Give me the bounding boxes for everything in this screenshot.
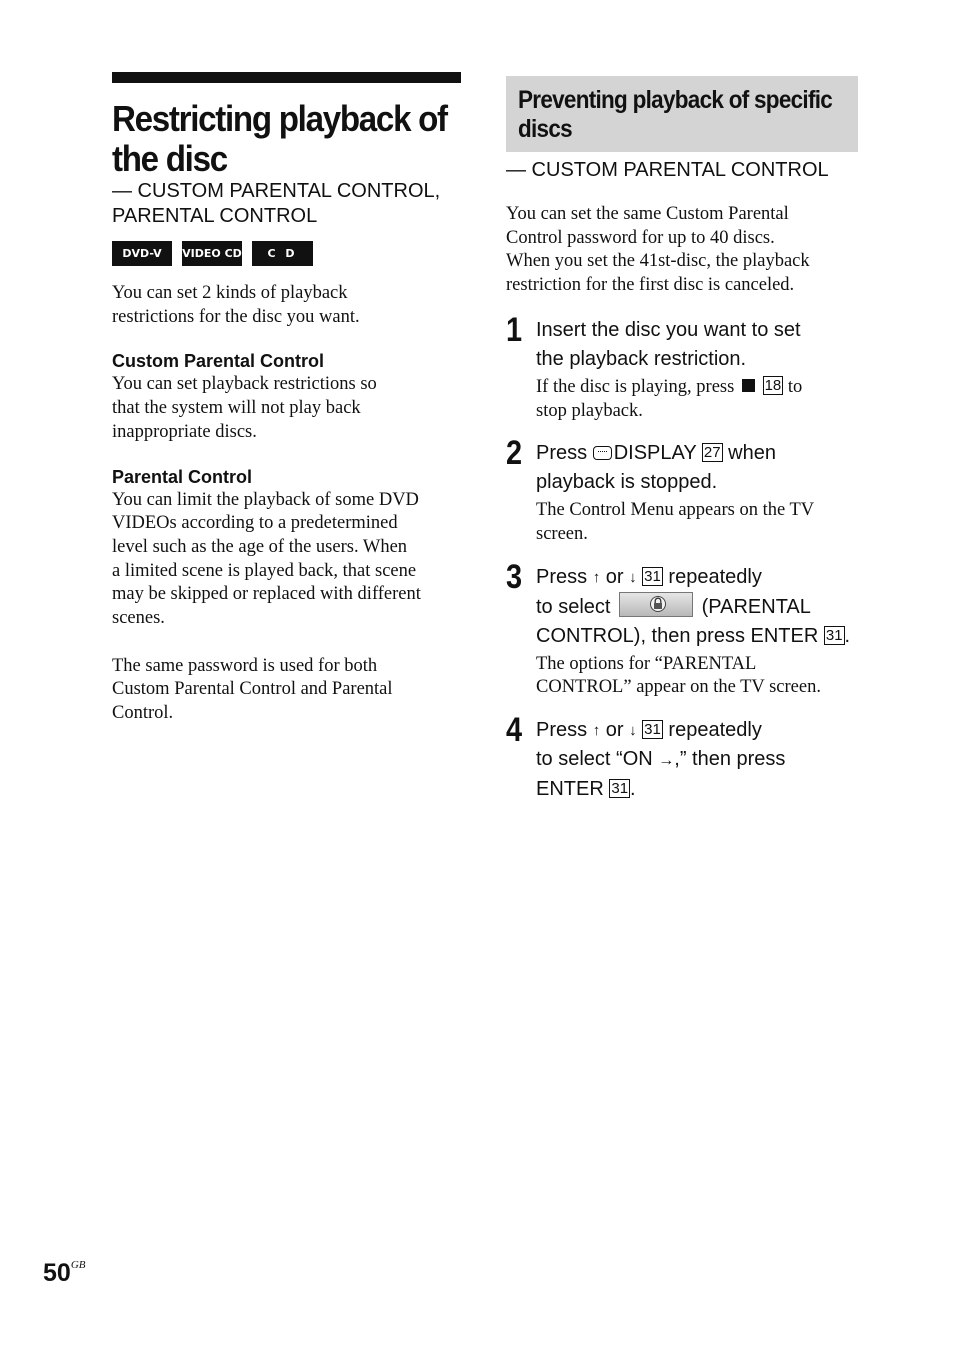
left-column [112, 72, 462, 726]
step-title: Press ↑ or ↓ 31 repeatedly to select (PARENTAL CONTROL), then press ENTER 31 . [536, 563, 858, 651]
step-title: Insert the disc you want to set the playback restriction. [536, 318, 801, 370]
step-1 [506, 310, 858, 423]
ref-number: 27 [703, 444, 721, 462]
step-number: 4 [506, 711, 523, 750]
page-subtitle: — CUSTOM PARENTAL CONTROL, PARENTAL CONTROL [112, 180, 441, 227]
section-heading: Preventing playback of specific discs [506, 76, 858, 152]
step-2 [506, 434, 858, 546]
disc-type-badges [112, 241, 462, 266]
lock-icon [650, 595, 666, 612]
custom-parental-label: Custom Parental Control [112, 351, 325, 372]
section-subtitle: — CUSTOM PARENTAL CONTROL [506, 159, 829, 181]
intro-paragraph: You can set 2 kinds of playback restrictions for the disc you want. [112, 283, 360, 327]
step-3 [506, 557, 858, 700]
step-number: 3 [506, 557, 523, 596]
display-icon [593, 446, 612, 460]
step-number: 1 [506, 310, 523, 349]
ref-number: 18 [764, 376, 782, 394]
right-column [506, 76, 858, 804]
right-arrow-icon: → [658, 752, 675, 770]
up-arrow-icon: ↑ [592, 722, 601, 740]
parental-control-icon [619, 592, 693, 617]
stop-icon [742, 379, 755, 392]
section-rule [112, 72, 461, 83]
step-title: Press DISPLAY 27 when playback is stopped. [536, 442, 776, 494]
ref-number: 31 [611, 780, 629, 798]
up-arrow-icon: ↑ [592, 568, 601, 586]
step-note: If the disc is playing, press 18 to stop playback. [536, 376, 803, 421]
page-title: Restricting playback of the disc [112, 98, 447, 179]
section-intro: You can set the same Custom Parental Control password for up to 40 discs. When you set the 41st-disc, the playback restriction for the first disc is canceled. [506, 204, 810, 296]
parental-control-text: You can limit the playback of some DVD VIDEOs according to a predetermined level such as the age of the users. When a limited scene is played back, that scene may be skipped or replaced with different scenes. [112, 489, 421, 629]
custom-parental-text: You can set playback restrictions so that the system will not play back inappropriate discs. [112, 374, 377, 442]
step-note: The Control Menu appears on the TV screen. [536, 500, 815, 544]
page-number: $50^{GB}$ [43, 1259, 86, 1287]
ref-number: 31 [644, 567, 661, 585]
step-title: Press ↑ or ↓ 31 repeatedly to select “ON →,” then press ENTER 31 . [536, 716, 858, 804]
step-note: The options for “PARENTAL CONTROL” appear on the TV screen. [536, 653, 821, 698]
cd-badge: C D [252, 241, 313, 266]
step-4 [506, 711, 858, 804]
dvd-v-badge: DVD-V [112, 241, 172, 266]
parental-control-label: Parental Control [112, 466, 253, 487]
video-cd-badge: VIDEO CD [182, 241, 242, 266]
down-arrow-icon: ↓ [629, 568, 637, 586]
ref-number: 31 [644, 721, 661, 739]
password-note: The same password is used for both Custom Parental Control and Parental Control. [112, 655, 393, 724]
down-arrow-icon: ↓ [629, 722, 637, 740]
step-number: 2 [506, 434, 523, 473]
ref-number: 31 [825, 626, 843, 644]
